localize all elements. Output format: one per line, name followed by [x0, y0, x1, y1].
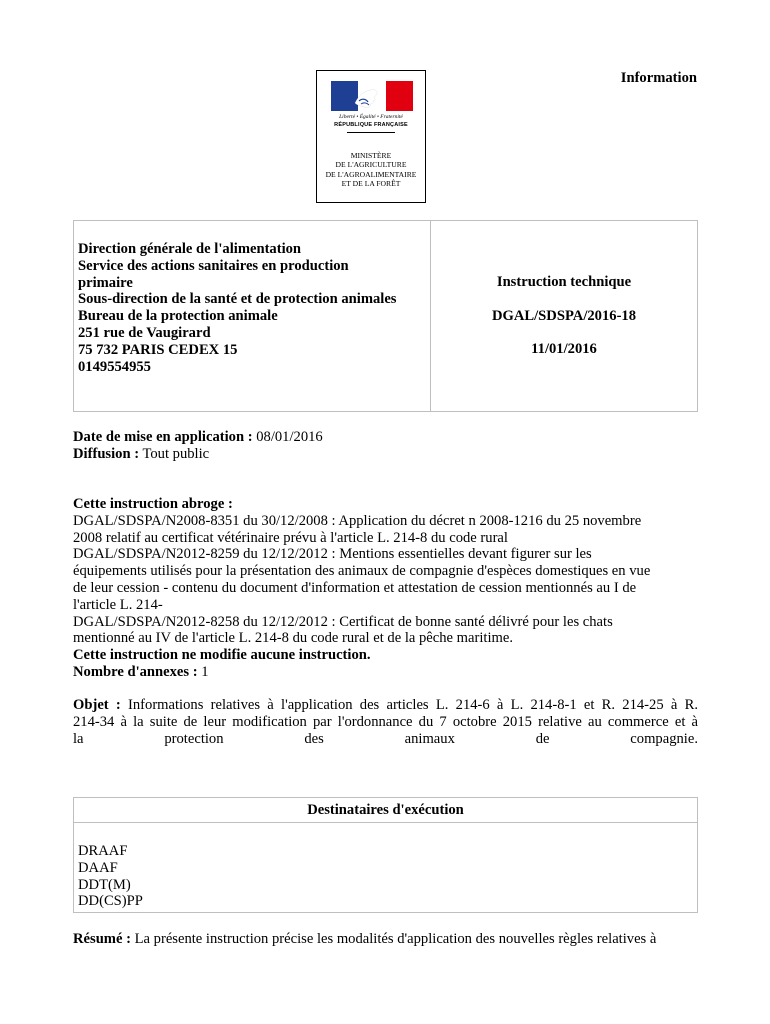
republic-motto: Liberté • Égalité • Fraternité: [339, 114, 403, 120]
no-modify-statement: Cette instruction ne modifie aucune instruction.: [73, 647, 371, 664]
sender-line: Bureau de la protection animale: [78, 308, 278, 325]
abrogation-line: de leur cession - contenu du document d'information et attestation de cession mentionnés au I de: [73, 579, 637, 596]
abrogation-line: équipements utilisés pour la présentation des animaux de compagnie d'espèces domestiques en vue: [73, 563, 651, 580]
objet-text: 214-34 à la suite de leur modification par l'ordonnance du 7 octobre 2015 relative au commerce et à: [73, 713, 698, 730]
ministry-logo: [316, 70, 426, 203]
application-block: [73, 429, 698, 463]
ministry-name: [317, 151, 425, 189]
sender-line: Service des actions sanitaires en production: [78, 257, 349, 274]
information-label: Information: [620, 70, 697, 86]
header-table: [73, 220, 698, 412]
abrogation-line: mentionné au IV de l'article L. 214-8 du code rural et de la pêche maritime.: [73, 630, 514, 647]
destinataire-item: DRAAF: [78, 843, 128, 859]
objet-text: Informations relatives à l'application des articles L. 214-6 à L. 214-8-1 et R. 214-25 à R.: [120, 697, 698, 713]
ministry-line: DE L'AGROALIMENTAIRE: [325, 169, 417, 179]
abrogation-title: Cette instruction abroge :: [73, 496, 233, 512]
sender-line: 0149554955: [78, 358, 151, 375]
application-date-value: 08/01/2016: [252, 429, 323, 445]
sender-line: 251 rue de Vaugirard: [78, 324, 211, 341]
abrogation-line: DGAL/SDSPA/N2012-8259 du 12/12/2012 : Mentions essentielles devant figurer sur les: [73, 546, 592, 563]
abrogation-line: 2008 relatif au certificat vétérinaire prévu à l'article L. 214-8 du code rural: [73, 529, 508, 546]
document-reference: DGAL/SDSPA/2016-18: [491, 307, 637, 324]
sender-line: 75 732 PARIS CEDEX 15: [78, 341, 238, 358]
ministry-line: MINISTÈRE: [350, 151, 392, 160]
application-date-label: Date de mise en application :: [73, 429, 253, 445]
logo-divider: [347, 132, 395, 133]
document-type: Instruction technique: [496, 274, 632, 290]
destinataire-item: DDT(M): [78, 876, 131, 893]
annexes-label: Nombre d'annexes :: [73, 663, 198, 680]
diffusion-value: Tout public: [139, 445, 210, 462]
destinataires-title: Destinataires d'exécution: [74, 798, 697, 823]
ministry-line: DE L'AGRICULTURE: [335, 160, 407, 170]
destinataires-table: [73, 797, 698, 913]
instruction-block: [431, 274, 697, 375]
resume-text: La présente instruction précise les modalités d'application des nouvelles règles relatives à: [130, 931, 657, 947]
objet-label: Objet :: [73, 697, 121, 713]
sender-line: Sous-direction de la santé et de protection animales: [78, 291, 397, 308]
abrogation-line: l'article L. 214-: [73, 596, 163, 613]
sender-line: primaire: [78, 274, 133, 291]
republic-name: RÉPUBLIQUE FRANÇAISE: [334, 122, 408, 128]
objet-block: [73, 697, 698, 747]
marianne-flag-icon: [331, 81, 413, 111]
resume-label: Résumé :: [73, 931, 131, 947]
document-date: 11/01/2016: [531, 341, 597, 358]
abrogation-line: DGAL/SDSPA/N2012-8258 du 12/12/2012 : Certificat de bonne santé délivré pour les chats: [73, 613, 613, 630]
annexes-value: 1: [197, 663, 209, 680]
sender-line: Direction générale de l'alimentation: [78, 241, 302, 257]
destinataires-list: [78, 843, 143, 910]
resume-block: [73, 931, 698, 948]
sender-block: [78, 241, 396, 375]
diffusion-label: Diffusion :: [73, 445, 140, 462]
objet-text: la protection des animaux de compagnie.: [73, 730, 698, 747]
abrogation-line: DGAL/SDSPA/N2008-8351 du 30/12/2008 : Application du décret n 2008-1216 du 25 novembre: [73, 512, 642, 529]
ministry-line: ET DE LA FORÊT: [341, 179, 401, 189]
abrogation-block: [73, 496, 698, 681]
destinataire-item: DD(CS)PP: [78, 893, 143, 910]
destinataire-item: DAAF: [78, 859, 118, 876]
